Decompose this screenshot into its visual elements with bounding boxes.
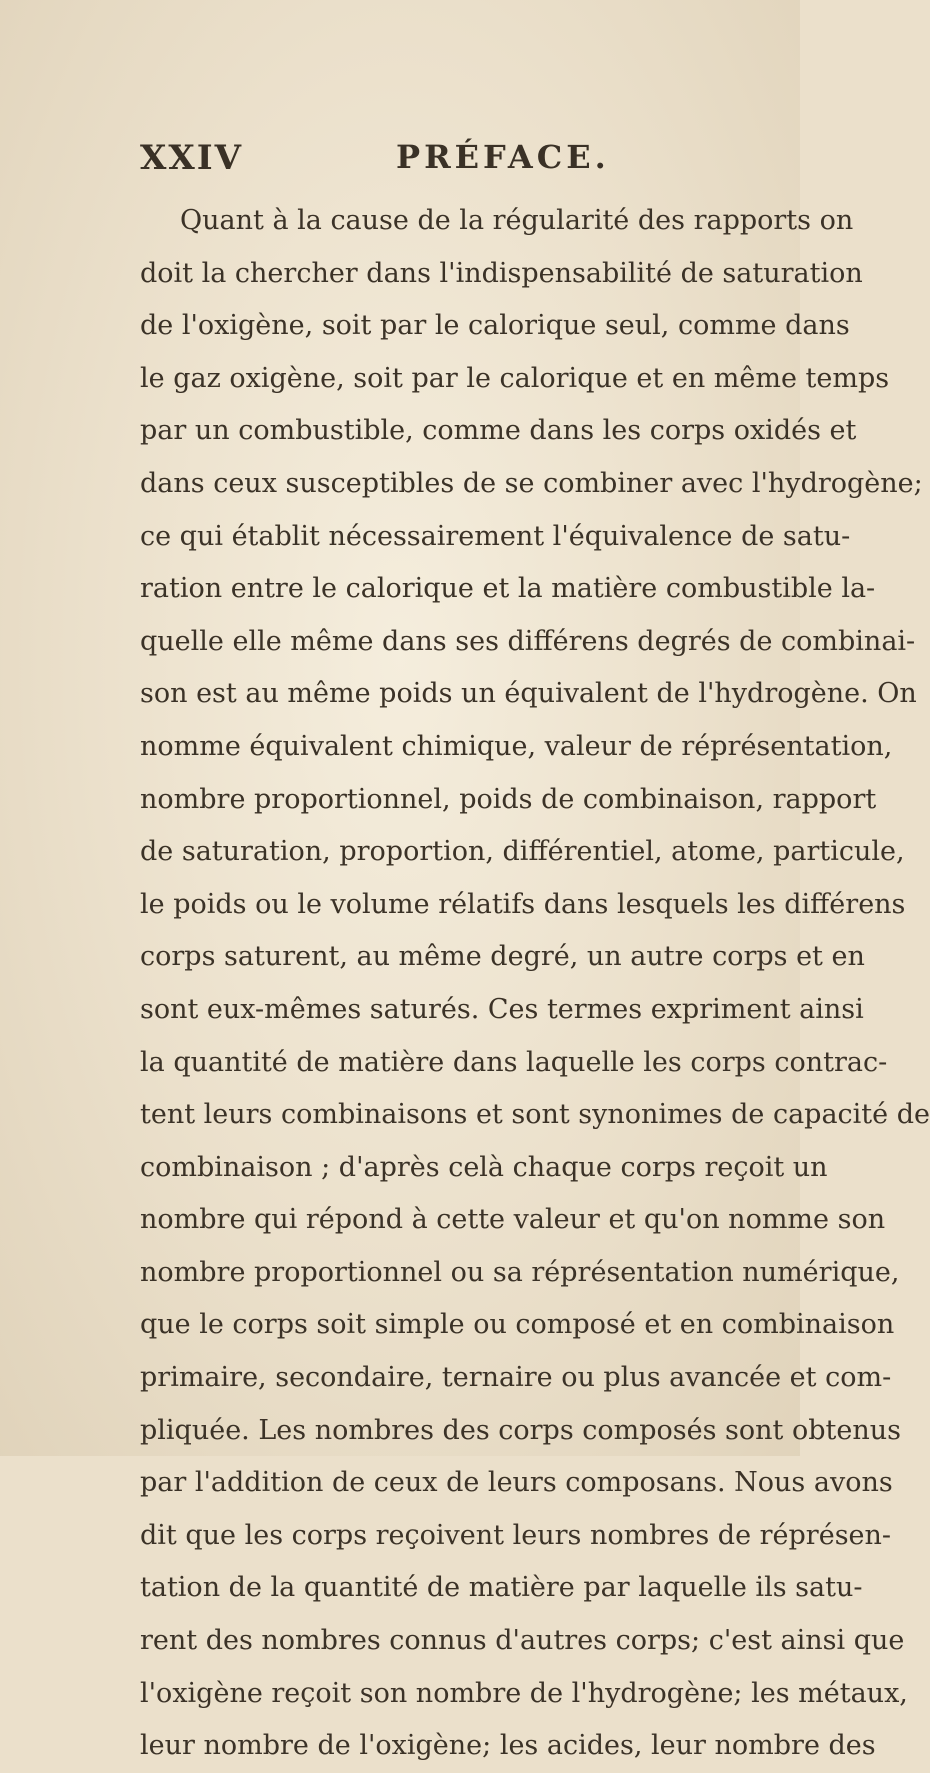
text-line: nombre qui répond à cette valeur et qu'on nomme son [140,1204,886,1236]
text-line: nombre proportionnel ou sa réprésentation numérique, [140,1256,900,1288]
body-text [140,195,930,1773]
text-line: rent des nombres connus d'autres corps; c'est ainsi que [140,1625,905,1657]
page-header [140,138,700,188]
text-line: par un combustible, comme dans les corps oxidés et [140,415,857,447]
text-line: Quant à la cause de la régularité des rapports on [180,205,854,236]
text-line: primaire, secondaire, ternaire ou plus avancée et com- [140,1362,892,1394]
text-line: combinaison ; d'après celà chaque corps reçoit un [140,1151,828,1183]
text-line: ration entre le calorique et la matière combustible la- [140,573,876,605]
text-line: quelle elle même dans ses différens degrés de combinai- [140,625,916,657]
text-line: doit la chercher dans l'indispensabilité de saturation [140,257,863,289]
text-line: l'oxigène reçoit son nombre de l'hydrogène; les métaux, [140,1677,908,1709]
text-line: ce qui établit nécessairement l'équivalence de satu- [140,520,851,552]
text-line: pliquée. Les nombres des corps composés sont obtenus [140,1414,901,1446]
text-line: le gaz oxigène, soit par le calorique et en même temps [140,362,890,394]
text-line: de saturation, proportion, différentiel, atome, particule, [140,836,905,868]
text-line: son est au même poids un équivalent de l'hydrogène. On [140,678,917,710]
text-line: que le corps soit simple ou composé et en combinaison [140,1309,895,1341]
text-line: la quantité de matière dans laquelle les corps contrac- [140,1046,888,1078]
text-line: nomme équivalent chimique, valeur de réprésentation, [140,730,893,762]
text-line: le poids ou le volume rélatifs dans lesquels les différens [140,888,906,920]
text-line: tation de la quantité de matière par laquelle ils satu- [140,1572,863,1604]
page-number: XXIV [140,138,244,178]
text-line: dit que les corps reçoivent leurs nombres de réprésen- [140,1519,892,1551]
text-line: nombre proportionnel, poids de combinaison, rapport [140,783,877,815]
text-line: corps saturent, au même degré, un autre corps et en [140,941,865,973]
text-line: dans ceux susceptibles de se combiner avec l'hydrogène; [140,467,923,499]
text-line: de l'oxigène, soit par le calorique seul, comme dans [140,310,850,342]
text-line: sont eux-mêmes saturés. Ces termes expriment ainsi [140,993,864,1025]
text-line: tent leurs combinaisons et sont synonimes de capacité de [140,1099,930,1131]
text-line: par l'addition de ceux de leurs composans. Nous avons [140,1467,893,1499]
running-head: PRÉFACE. [396,138,610,176]
text-line: leur nombre de l'oxigène; les acides, leur nombre des [140,1730,876,1762]
